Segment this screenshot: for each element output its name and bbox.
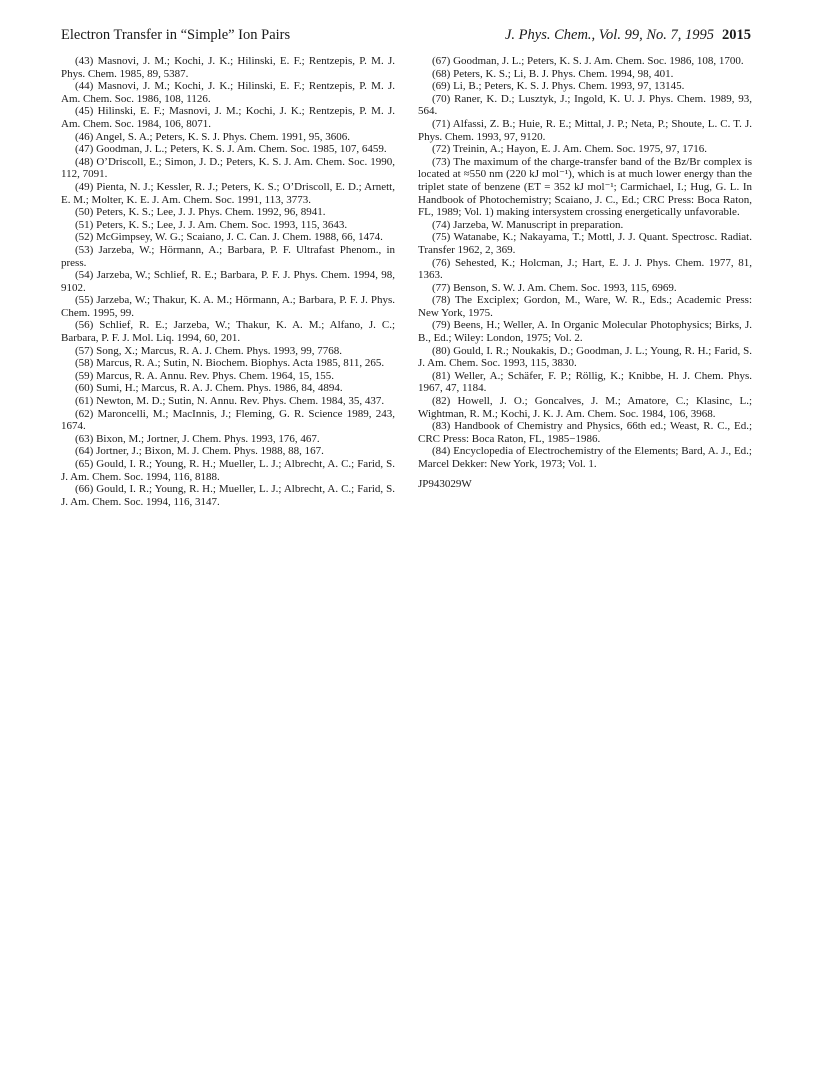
reference: (83) Handbook of Chemistry and Physics, 66th ed.; Weast, R. C., Ed.; CRC Press: Boca Raton, FL, 1985−1986.: [418, 420, 752, 445]
reference: (52) McGimpsey, W. G.; Scaiano, J. C. Can. J. Chem. 1988, 66, 1474.: [75, 231, 383, 244]
reference: (76) Sehested, K.; Holcman, J.; Hart, E. J. J. Phys. Chem. 1977, 81, 1363.: [418, 256, 752, 282]
reference: (77) Benson, S. W. J. Am. Chem. Soc. 1993, 115, 6969.: [432, 281, 677, 294]
reference: (51) Peters, K. S.; Lee, J. J. Am. Chem. Soc. 1993, 115, 3643.: [75, 218, 348, 231]
reference: (58) Marcus, R. A.; Sutin, N. Biochem. Biophys. Acta 1985, 811, 265.: [75, 357, 385, 370]
running-title: Electron Transfer in “Simple” Ion Pairs: [61, 27, 291, 43]
reference: (73) The maximum of the charge-transfer band of the Bz/Br complex is located at ≈550 nm (220 kJ mol⁻¹), which is at much lower energy than the triplet state of benzene (ET = 352 kJ mol⁻¹; Carmichael, I.; Hug, G. L. In Handbook of Photochemistry; Scaiano, J. C., Ed.; CRC Press: Boca Raton, FL, 1989; Vol. 1) making intersystem crossing energetically unfavorable.: [418, 155, 752, 219]
reference: (82) Howell, J. O.; Goncalves, J. M.; Amatore, C.; Klasinc, L.; Wightman, R. M.; Kochi, J. K. J. Am. Chem. Soc. 1984, 106, 3968.: [418, 395, 752, 420]
reference: (48) O’Driscoll, E.; Simon, J. D.; Peters, K. S. J. Am. Chem. Soc. 1990, 112, 7091.: [61, 155, 395, 181]
reference: (65) Gould, I. R.; Young, R. H.; Mueller, L. J.; Albrecht, A. C.; Farid, S. J. Am. Chem. Soc. 1994, 116, 8188.: [61, 458, 395, 483]
reference: (75) Watanabe, K.; Nakayama, T.; Mottl, J. J. Quant. Spectrosc. Radiat. Transfer 1962, 2, 369.: [418, 231, 752, 256]
reference: (69) Li, B.; Peters, K. S. J. Phys. Chem. 1993, 97, 13145.: [432, 80, 685, 93]
reference: (84) Encyclopedia of Electrochemistry of the Elements; Bard, A. J., Ed.; Marcel Dekker: New York, 1973; Vol. 1.: [418, 445, 752, 470]
reference: (44) Masnovi, J. M.; Kochi, J. K.; Hilinski, E. F.; Rentzepis, P. M. J. Am. Chem. Soc. 1986, 108, 1126.: [61, 80, 395, 105]
reference: (62) Maroncelli, M.; MacInnis, J.; Fleming, G. R. Science 1989, 243, 1674.: [61, 407, 395, 433]
reference: (70) Raner, K. D.; Lusztyk, J.; Ingold, K. U. J. Phys. Chem. 1989, 93, 564.: [418, 92, 752, 118]
reference: (55) Jarzeba, W.; Thakur, K. A. M.; Hörmann, A.; Barbara, P. F. J. Phys. Chem. 1995, 99.: [61, 294, 395, 319]
reference: (67) Goodman, J. L.; Peters, K. S. J. Am. Chem. Soc. 1986, 108, 1700.: [432, 55, 744, 67]
page-header: [61, 27, 751, 47]
reference: (56) Schlief, R. E.; Jarzeba, W.; Thakur, K. A. M.; Alfano, J. C.; Barbara, P. F. J. Mol. Liq. 1994, 60, 201.: [61, 319, 395, 345]
reference: (72) Treinin, A.; Hayon, E. J. Am. Chem. Soc. 1975, 97, 1716.: [432, 143, 708, 156]
reference: (47) Goodman, J. L.; Peters, K. S. J. Am. Chem. Soc. 1985, 107, 6459.: [75, 143, 387, 156]
reference: (81) Weller, A.; Schäfer, F. P.; Röllig, K.; Knibbe, H. J. Chem. Phys. 1967, 47, 1184.: [418, 369, 752, 395]
reference: (71) Alfassi, Z. B.; Huie, R. E.; Mittal, J. P.; Neta, P.; Shoute, L. C. T. J. Phys. Chem. 1993, 97, 9120.: [418, 117, 752, 143]
reference: (80) Gould, I. R.; Noukakis, D.; Goodman, J. L.; Young, R. H.; Farid, S. J. Am. Chem. Soc. 1993, 115, 3830.: [418, 344, 752, 370]
reference: (49) Pienta, N. J.; Kessler, R. J.; Peters, K. S.; O’Driscoll, E. D.; Arnett, E. M.; Molter, K. E. J. Am. Chem. Soc. 1991, 113, 3773.: [61, 180, 395, 206]
reference: (54) Jarzeba, W.; Schlief, R. E.; Barbara, P. F. J. Phys. Chem. 1994, 98, 9102.: [61, 269, 395, 294]
reference: (64) Jortner, J.; Bixon, M. J. Chem. Phys. 1988, 88, 167.: [75, 445, 324, 458]
reference: (43) Masnovi, J. M.; Kochi, J. K.; Hilinski, E. F.; Rentzepis, P. M. J. Phys. Chem. 1985, 89, 5387.: [61, 55, 395, 80]
reference: (53) Jarzeba, W.; Hörmann, A.; Barbara, P. F. Ultrafast Phenom., in press.: [61, 243, 395, 269]
reference: (79) Beens, H.; Weller, A. In Organic Molecular Photophysics; Birks, J. B., Ed.; Wiley: London, 1975; Vol. 2.: [418, 319, 752, 345]
reference: (50) Peters, K. S.; Lee, J. J. Phys. Chem. 1992, 96, 8941.: [75, 206, 326, 219]
reference: (45) Hilinski, E. F.; Masnovi, J. M.; Kochi, J. K.; Rentzepis, P. M. J. Am. Chem. Soc. 1984, 106, 8071.: [61, 105, 395, 130]
reference: (74) Jarzeba, W. Manuscript in preparation.: [432, 218, 624, 231]
reference: (46) Angel, S. A.; Peters, K. S. J. Phys. Chem. 1991, 95, 3606.: [75, 130, 351, 143]
references-left-column: [61, 55, 395, 508]
reference: (78) The Exciplex; Gordon, M., Ware, W. R., Eds.; Academic Press: New York, 1975.: [418, 294, 752, 319]
reference: (63) Bixon, M.; Jortner, J. Chem. Phys. 1993, 176, 467.: [75, 432, 320, 445]
manuscript-code: JP943029W: [418, 477, 472, 490]
reference: (57) Song, X.; Marcus, R. A. J. Chem. Phys. 1993, 99, 7768.: [75, 344, 343, 357]
reference: (66) Gould, I. R.; Young, R. H.; Mueller, L. J.; Albrecht, A. C.; Farid, S. J. Am. Chem. Soc. 1994, 116, 3147.: [61, 483, 395, 508]
page-number: 2015: [722, 27, 751, 43]
reference: (60) Sumi, H.; Marcus, R. A. J. Chem. Phys. 1986, 84, 4894.: [75, 382, 343, 395]
references-right-column: [418, 55, 752, 490]
journal-citation: [505, 27, 751, 44]
reference: (59) Marcus, R. A. Annu. Rev. Phys. Chem. 1964, 15, 155.: [75, 369, 335, 382]
reference: (68) Peters, K. S.; Li, B. J. Phys. Chem. 1994, 98, 401.: [432, 67, 674, 80]
reference: (61) Newton, M. D.; Sutin, N. Annu. Rev. Phys. Chem. 1984, 35, 437.: [75, 395, 385, 408]
journal-info: J. Phys. Chem., Vol. 99, No. 7, 1995: [504, 27, 714, 43]
